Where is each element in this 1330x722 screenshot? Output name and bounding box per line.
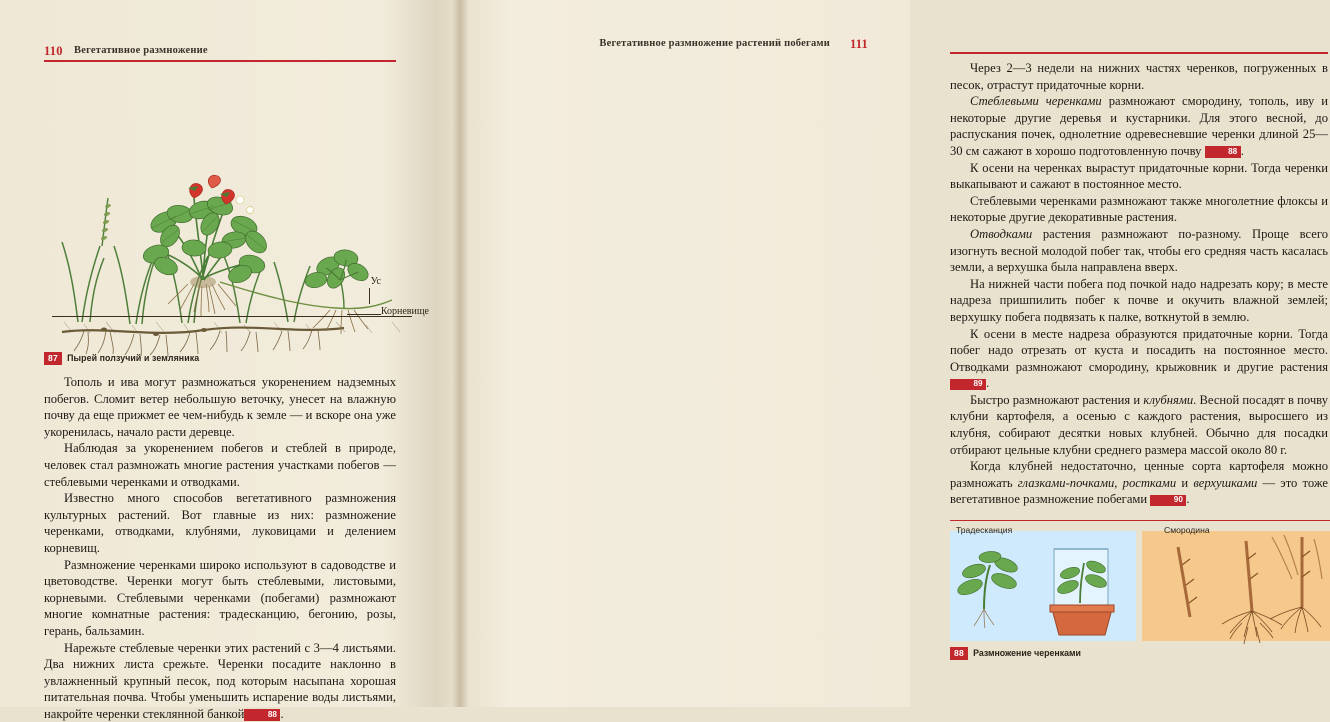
figure-87-illustration (44, 70, 429, 348)
paragraph-text: Быстро размножают растения и (970, 393, 1143, 407)
paragraph: Тополь и ива могут размножаться укоренением надземных побегов. Сломит ветер небольшую веточку, унесет на влажную почву да еще прижмет ее чем-нибудь к земле — и вскоре она уже укоренилась, начало расти деревце. (44, 374, 396, 440)
figure-88-left-label: Традесканция (956, 525, 1012, 535)
paragraph: К осени на черенках вырастут придаточные корни. Тогда черенки выкапывают и сажают в постоянное место. (950, 160, 1328, 193)
figure-88-caption-text: Размножение черенками (973, 648, 1081, 658)
figure-87-caption-text: Пырей ползучий и земляника (67, 353, 199, 363)
term-sprouts: ростками (1123, 476, 1177, 490)
paragraph-text: размножают смородину, тополь, иву и некоторые другие деревья и кустарники. Для этого весной, до распускания почек, однолетние одревесневшие черенки длиной 25—30 см сажают в хорошо подготовленную почву (950, 94, 1328, 158)
right-page (460, 0, 910, 707)
label-rhizome-leader (347, 314, 381, 315)
plants-drawing (44, 70, 429, 348)
term-tops: верхушками (1193, 476, 1257, 490)
figure-88-left-image (950, 531, 1136, 641)
paragraph: Размножение черенками широко используют в садоводстве и цветоводстве. Черенки могут быть стеблевыми, листовыми, корневыми. Стеблевыми черенками (побегами) размножают многие комнатные растения: традесканцию, бегонию, розы, герань, бальзамин. (44, 557, 396, 640)
figure-88-number: 88 (950, 647, 968, 660)
paragraph-with-italic (950, 392, 1328, 458)
term-stem-cuttings: Стеблевыми черенками (970, 94, 1102, 108)
figure-88-right-label: Смородина (1164, 525, 1210, 535)
figure-88-right-image (1142, 531, 1330, 641)
term-eyes: глазками-почками (1018, 476, 1115, 490)
left-page-number: 110 (44, 44, 63, 59)
left-page (0, 0, 460, 707)
label-rhizome (381, 306, 429, 317)
paragraph: Известно много способов вегетативного размножения культурных растений. Вот главные из них: размножение черенками, отводками, клубнями, луковицами и делением корневищ. (44, 490, 396, 556)
paragraph-with-figure-ref: Нарежьте стеблевые черенки этих растений с 3—4 листьями. Два нижних листа срежьте. Черенки посадите наклонно в увлажненный крупный песок, под которым насыпана хорошая питательная почва. Чтобы уменьшить испарение воды листьями, накройте черенки стеклянной банкой 88 . (44, 640, 396, 722)
right-column-text (950, 60, 1328, 508)
paragraph: Наблюдая за укоренением побегов и стеблей в природе, человек стал размножать многие растения участками побегов — стеблевыми черенками и отводками. (44, 440, 396, 490)
label-runner-text: Ус (371, 276, 381, 287)
figure-ref-88b: 88 (1205, 146, 1241, 158)
figure-ref-90: 90 (1150, 495, 1186, 507)
paragraph-with-italic-and-ref: Когда клубней недостаточно, ценные сорта картофеля можно размножать глазками-почками, ростками и верхушками — это тоже вегетативное размножение побегами 90 . (950, 458, 1328, 508)
paragraph: Через 2—3 недели на нижних частях черенков, погруженных в песок, отрастут придаточные корни. (950, 60, 1328, 93)
right-page-number: 111 (850, 37, 868, 52)
comma-1: , (1114, 476, 1122, 490)
figure-ref-89: 89 (950, 379, 986, 391)
figure-ref-88: 88 (244, 709, 280, 721)
paragraph-with-figure-ref: К осени в месте надреза образуются придаточные корни. Тогда побег надо отрезать от куста и посадить на постоянное место. Отводками размножают смородину, крыжовник и другие растения 89 . (950, 326, 1328, 392)
left-header-rule (44, 60, 396, 62)
paragraph-with-figure-ref: Стеблевыми черенками размножают смородину, тополь, иву и некоторые другие деревья и кустарники. Для этого весной, до распускания почек, однолетние одревесневшие черенки длиной 25—30 см сажают в хорошо подготовленную почву 88 . (950, 93, 1328, 159)
figure-88-images (950, 531, 1330, 641)
label-runner (371, 276, 381, 287)
paragraph-text-2: . Весной посадят в почву клубни картофеля, а осенью с каждого растения, выросшего из клубня, собирают десятки новых клубней. Обычно для посадки отбирают цельные клубни среднего размера массой около 80 г. (950, 393, 1328, 457)
label-runner-leader (369, 288, 370, 304)
paragraph-with-italic (950, 226, 1328, 276)
paragraph-text-2: — это тоже вегетативное размножение побегами (950, 476, 1328, 507)
cutting-plain (956, 551, 1020, 628)
paragraph-text: растения размножают по-разному. Проще всего изогнуть весной молодой побег так, чтобы его средняя часть касалась земли, а верхушка была направлена вверх. (950, 227, 1328, 274)
conj: и (1176, 476, 1193, 490)
term-layering: Отводками (970, 227, 1032, 241)
figure-88-panel (950, 520, 1330, 666)
figure-88-caption (950, 647, 1081, 660)
cutting-under-jar (1050, 549, 1114, 635)
figure-87-caption (44, 352, 199, 365)
label-rhizome-text: Корневище (381, 306, 429, 317)
paragraph-text: Когда клубней недостаточно, ценные сорта картофеля можно размножать (950, 459, 1328, 490)
left-column-text (44, 374, 396, 722)
wheatgrass-spike (100, 198, 111, 246)
left-running-head: Вегетативное размножение (74, 45, 208, 56)
paragraph: Стеблевыми черенками размножают также многолетние флоксы и некоторые другие декоративные растения. (950, 193, 1328, 226)
paragraph-text: Нарежьте стеблевые черенки этих растений с 3—4 листьями. Два нижних листа срежьте. Черенки посадите наклонно в увлажненный крупный песок, под которым насыпана хорошая питательная почва. Чтобы уменьшить испарение воды листьями, накройте черенки стеклянной банкой (44, 641, 396, 721)
tradescantia-cuttings-drawing (950, 531, 1136, 641)
right-running-head: Вегетативное размножение растений побегами (599, 38, 830, 49)
paragraph-text: К осени в месте надреза образуются придаточные корни. Тогда побег надо отрезать от куста и посадить на постоянное место. Отводками размножают смородину, крыжовник и другие растения (950, 327, 1328, 374)
paragraph: На нижней части побега под почкой надо надрезать кору; в месте надреза пришпилить побег к почве и окучить влажной землей; верхушку побега подвязать к палке, воткнутой в землю. (950, 276, 1328, 326)
term-tubers: клубнями (1143, 393, 1193, 407)
right-header-rule (950, 52, 1328, 54)
soil-line (52, 316, 412, 317)
strawberry-plant (141, 175, 271, 316)
figure-87-number: 87 (44, 352, 62, 365)
currant-cuttings-drawing (1142, 531, 1330, 641)
